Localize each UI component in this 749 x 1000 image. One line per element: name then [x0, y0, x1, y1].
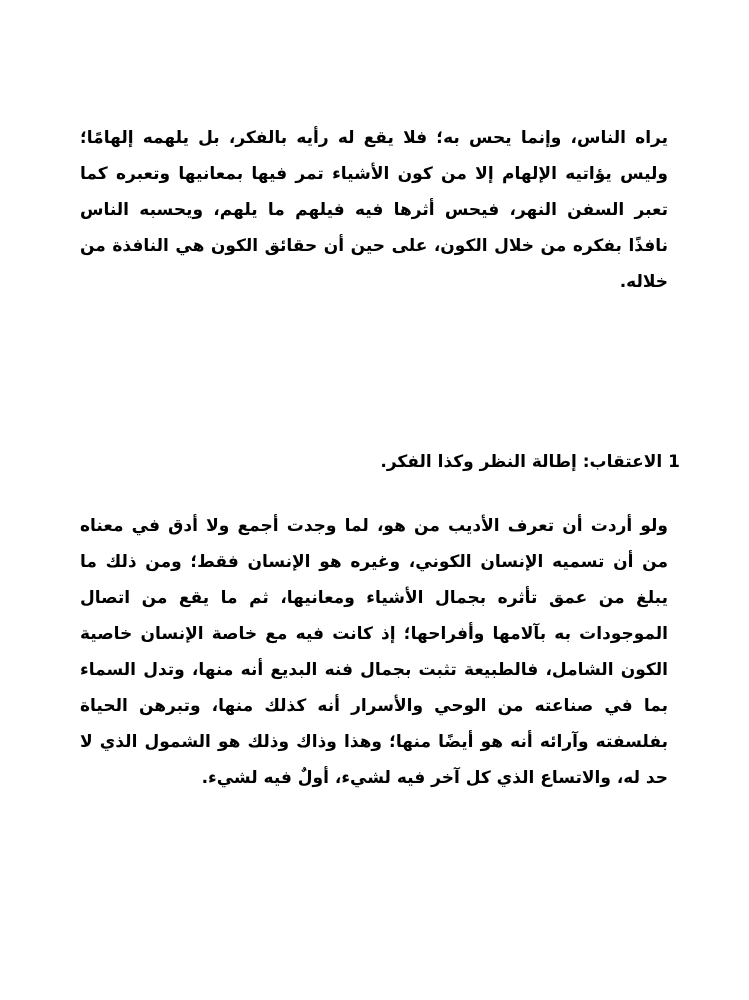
body-paragraph-2: ولو أردت أن تعرف الأديب من هو، لما وجدت أجمع ولا أدق في معناه من أن تسميه الإنسان الكوني، وغيره هو الإنسان فقط؛ ومن ذلك ما يبلغ من عمق تأثره بجمال الأشياء ومعانيها، ثم ما يقع من اتصال الموجودات به بآلامها وأفراحها؛ إذ كانت فيه مع خاصة الإنسان خاصية الكون الشامل، فالطبيعة تثبت بجمال فنه البديع أنه منها، وتدل السماء بما في صناعته من الوحي والأسرار أنه كذلك منها، وتبرهن الحياة بفلسفته وآرائه أنه هو أيضًا منها؛ وهذا وذاك وذلك هو الشمول الذي لا حد له، والاتساع الذي كل آخر فيه لشيء، أولٌ فيه لشيء. — [80, 516, 668, 788]
body-paragraph-1: يراه الناس، وإنما يحس به؛ فلا يقع له رأيه بالفكر، بل يلهمه إلهامًا؛ وليس يؤاتيه الإلهام إلا من كون الأشياء تمر فيها بمعانيها وتعبره كما تعبر السفن النهر، فيحس أثرها فيه فيلهم ما يلهم، ويحسبه الناس نافذًا بفكره من خلال الكون، على حين أن حقائق الكون هي النافذة من خلاله. — [80, 128, 668, 292]
section-heading: 1 الاعتقاب: إطالة النظر وكذا الفكر. — [380, 452, 680, 472]
